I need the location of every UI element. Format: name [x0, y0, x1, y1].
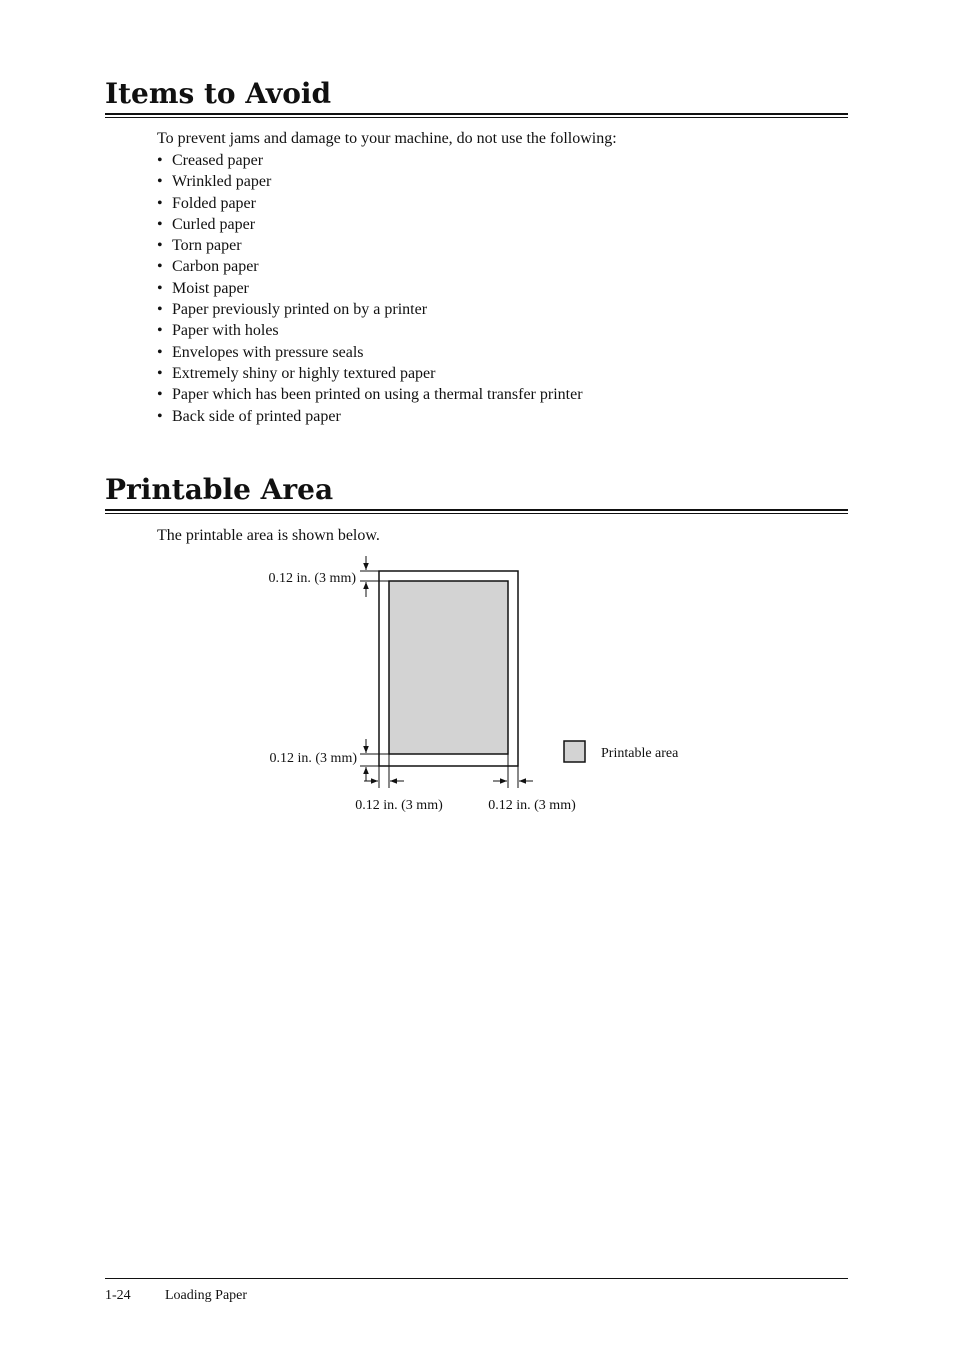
diagram-legend — [564, 741, 679, 762]
footer-section-name: Loading Paper — [165, 1288, 248, 1303]
page-number: 1-24 — [105, 1288, 131, 1303]
top-margin-label: 0.12 in. (3 mm) — [268, 571, 356, 586]
bullet-icon: • — [157, 173, 163, 191]
list-item-text: Paper with holes — [172, 322, 279, 340]
bullet-icon: • — [157, 237, 163, 255]
list-item-text: Back side of printed paper — [172, 407, 341, 425]
list-item-text: Paper previously printed on by a printer — [172, 301, 428, 319]
printable-area-rect — [389, 581, 508, 754]
right-margin-label: 0.12 in. (3 mm) — [488, 798, 576, 813]
bullet-icon: • — [157, 322, 163, 340]
bottom-margin-label: 0.12 in. (3 mm) — [269, 751, 357, 766]
list-item-text: Paper which has been printed on using a thermal transfer printer — [172, 386, 583, 404]
legend-swatch — [564, 741, 585, 762]
list-item-text: Torn paper — [172, 237, 242, 255]
bullet-icon: • — [157, 279, 163, 297]
list-item-text: Curled paper — [172, 215, 256, 233]
bullet-icon: • — [157, 343, 163, 361]
left-margin-label: 0.12 in. (3 mm) — [355, 798, 443, 813]
list-item-text: Creased paper — [172, 152, 264, 169]
printable-area-intro: The printable area is shown below. — [157, 527, 380, 544]
list-item-text: Moist paper — [172, 279, 249, 297]
bullet-icon: • — [157, 364, 163, 382]
bullet-icon: • — [157, 152, 163, 169]
list-item-text: Envelopes with pressure seals — [172, 343, 364, 361]
items-to-avoid-intro: To prevent jams and damage to your machine, do not use the following: — [157, 130, 617, 147]
bullet-icon: • — [157, 386, 163, 404]
bullet-icon: • — [157, 194, 163, 212]
list-item-text: Wrinkled paper — [172, 173, 272, 191]
list-item-text: Carbon paper — [172, 258, 259, 276]
list-item-text: Folded paper — [172, 194, 256, 212]
bullet-icon: • — [157, 407, 163, 425]
bottom-margin-dimension — [270, 739, 390, 781]
bullet-icon: • — [157, 258, 163, 276]
top-margin-dimension — [269, 556, 390, 597]
legend-label: Printable area — [601, 746, 679, 761]
section-title-items-to-avoid: Items to Avoid — [105, 77, 332, 110]
bullet-icon: • — [157, 301, 163, 319]
section-title-printable-area: Printable Area — [105, 473, 334, 506]
bullet-icon: • — [157, 215, 163, 233]
list-item-text: Extremely shiny or highly textured paper — [172, 364, 436, 382]
footer-divider — [105, 1278, 848, 1279]
